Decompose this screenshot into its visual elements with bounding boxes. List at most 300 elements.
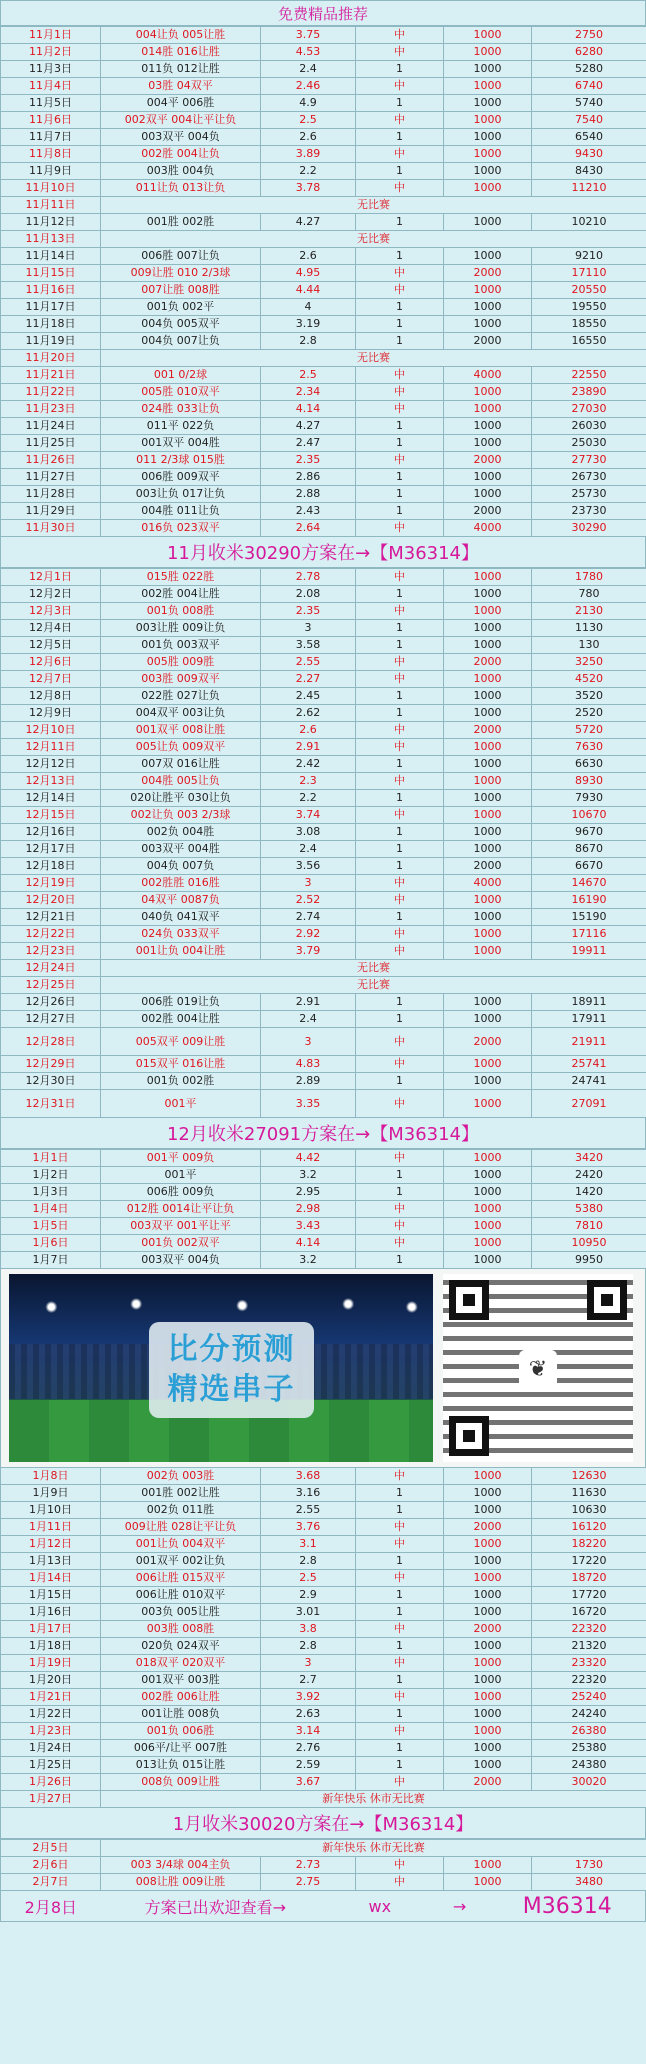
table-row <box>1 350 646 367</box>
date-cell: 12月25日 <box>1 977 101 994</box>
result-cell: 1 <box>356 1167 444 1184</box>
odds-cell: 2.63 <box>261 1706 356 1723</box>
picks-cell: 015胜 022胜 <box>101 569 261 586</box>
date-cell: 12月9日 <box>1 705 101 722</box>
odds-cell: 2.8 <box>261 1553 356 1570</box>
result-cell: 1 <box>356 909 444 926</box>
odds-cell: 2.98 <box>261 1201 356 1218</box>
stake-cell: 1000 <box>444 248 532 265</box>
odds-cell: 2.3 <box>261 773 356 790</box>
date-cell: 11月3日 <box>1 61 101 78</box>
result-cell: 1 <box>356 705 444 722</box>
result-cell: 中 <box>356 671 444 688</box>
odds-cell: 2.52 <box>261 892 356 909</box>
table-row <box>1 688 646 705</box>
picks-cell: 006平/让平 007胜 <box>101 1740 261 1757</box>
stake-cell: 1000 <box>444 214 532 231</box>
result-cell: 中 <box>356 146 444 163</box>
no-match-cell: 新年快乐 休市无比赛 <box>101 1791 646 1808</box>
total-cell: 27730 <box>532 452 646 469</box>
total-cell: 19550 <box>532 299 646 316</box>
table-row <box>1 1218 646 1235</box>
odds-cell: 2.8 <box>261 1638 356 1655</box>
result-cell: 1 <box>356 214 444 231</box>
table-row <box>1 1791 646 1808</box>
picks-cell: 015双平 016让胜 <box>101 1056 261 1073</box>
table-row <box>1 231 646 248</box>
total-cell: 10670 <box>532 807 646 824</box>
table-row <box>1 756 646 773</box>
table-row <box>1 722 646 739</box>
table-row <box>1 960 646 977</box>
stake-cell: 1000 <box>444 1740 532 1757</box>
date-cell: 2月5日 <box>1 1840 101 1857</box>
table-row <box>1 1553 646 1570</box>
total-cell: 27091 <box>532 1090 646 1118</box>
total-cell: 22320 <box>532 1672 646 1689</box>
odds-cell: 2.92 <box>261 926 356 943</box>
picks-cell: 001平 <box>101 1090 261 1118</box>
odds-cell: 2.74 <box>261 909 356 926</box>
stake-cell: 1000 <box>444 163 532 180</box>
picks-cell: 003让胜 009让负 <box>101 620 261 637</box>
picks-cell: 024负 033双平 <box>101 926 261 943</box>
stake-cell: 1000 <box>444 1502 532 1519</box>
stake-cell: 1000 <box>444 1011 532 1028</box>
table-row <box>1 1840 646 1857</box>
stake-cell: 1000 <box>444 316 532 333</box>
total-cell: 3480 <box>532 1874 646 1891</box>
odds-cell: 2.55 <box>261 1502 356 1519</box>
result-cell: 中 <box>356 1090 444 1118</box>
total-cell: 3520 <box>532 688 646 705</box>
date-cell: 12月14日 <box>1 790 101 807</box>
stake-cell: 1000 <box>444 1723 532 1740</box>
table-row <box>1 586 646 603</box>
odds-cell: 3.92 <box>261 1689 356 1706</box>
table-row <box>1 739 646 756</box>
odds-cell: 2.64 <box>261 520 356 537</box>
total-cell: 8430 <box>532 163 646 180</box>
picks-cell: 001胜 002让胜 <box>101 1485 261 1502</box>
odds-cell: 2.35 <box>261 452 356 469</box>
picks-cell: 001负 008胜 <box>101 603 261 620</box>
total-cell: 30290 <box>532 520 646 537</box>
picks-cell: 020让胜平 030让负 <box>101 790 261 807</box>
stake-cell: 1000 <box>444 926 532 943</box>
date-cell: 1月19日 <box>1 1655 101 1672</box>
odds-cell: 3 <box>261 1028 356 1056</box>
table-row <box>1 1706 646 1723</box>
total-cell: 5740 <box>532 95 646 112</box>
picks-cell: 006让胜 015双平 <box>101 1570 261 1587</box>
odds-cell: 2.89 <box>261 1073 356 1090</box>
date-cell: 1月15日 <box>1 1587 101 1604</box>
odds-cell: 3.78 <box>261 180 356 197</box>
table-row <box>1 452 646 469</box>
date-cell: 11月27日 <box>1 469 101 486</box>
table-row <box>1 1028 646 1056</box>
table-row <box>1 282 646 299</box>
date-cell: 11月19日 <box>1 333 101 350</box>
total-cell: 8930 <box>532 773 646 790</box>
no-match-cell: 无比赛 <box>101 350 646 367</box>
no-match-cell: 无比赛 <box>101 960 646 977</box>
promo-banner <box>0 1269 646 1467</box>
qr-code[interactable] <box>443 1274 633 1462</box>
result-cell: 1 <box>356 1553 444 1570</box>
date-cell: 12月23日 <box>1 943 101 960</box>
picks-cell: 003双平 004负 <box>101 1252 261 1269</box>
stake-cell: 2000 <box>444 265 532 282</box>
stake-cell: 1000 <box>444 27 532 44</box>
result-cell: 1 <box>356 1672 444 1689</box>
stake-cell: 1000 <box>444 401 532 418</box>
odds-cell: 2.6 <box>261 248 356 265</box>
date-cell: 1月2日 <box>1 1167 101 1184</box>
promo-slogan <box>149 1322 314 1418</box>
total-cell: 18911 <box>532 994 646 1011</box>
total-cell: 11630 <box>532 1485 646 1502</box>
stake-cell: 1000 <box>444 569 532 586</box>
result-cell: 中 <box>356 367 444 384</box>
result-cell: 1 <box>356 1184 444 1201</box>
odds-cell: 2.43 <box>261 503 356 520</box>
picks-cell: 007双 016让胜 <box>101 756 261 773</box>
table-row <box>1 333 646 350</box>
stake-cell: 1000 <box>444 790 532 807</box>
result-cell: 1 <box>356 95 444 112</box>
total-cell: 25030 <box>532 435 646 452</box>
result-cell: 中 <box>356 1874 444 1891</box>
stake-cell: 2000 <box>444 858 532 875</box>
date-cell: 11月8日 <box>1 146 101 163</box>
table-row <box>1 1587 646 1604</box>
odds-cell: 2.47 <box>261 435 356 452</box>
stake-cell: 1000 <box>444 1553 532 1570</box>
odds-cell: 2.8 <box>261 333 356 350</box>
total-cell: 24380 <box>532 1757 646 1774</box>
date-cell: 12月20日 <box>1 892 101 909</box>
odds-cell: 2.5 <box>261 367 356 384</box>
odds-cell: 2.88 <box>261 486 356 503</box>
table-row <box>1 486 646 503</box>
total-cell: 1780 <box>532 569 646 586</box>
odds-cell: 2.95 <box>261 1184 356 1201</box>
date-cell: 11月22日 <box>1 384 101 401</box>
total-cell: 7630 <box>532 739 646 756</box>
date-cell: 11月4日 <box>1 78 101 95</box>
stake-cell: 1000 <box>444 1090 532 1118</box>
picks-cell: 002胜胜 016胜 <box>101 875 261 892</box>
total-cell: 9210 <box>532 248 646 265</box>
picks-cell: 03胜 04双平 <box>101 78 261 95</box>
picks-cell: 04双平 0087负 <box>101 892 261 909</box>
odds-cell: 2.6 <box>261 129 356 146</box>
stake-cell: 1000 <box>444 994 532 1011</box>
picks-cell: 006胜 019让负 <box>101 994 261 1011</box>
date-cell: 1月17日 <box>1 1621 101 1638</box>
odds-cell: 2.5 <box>261 1570 356 1587</box>
stake-cell: 2000 <box>444 1519 532 1536</box>
qr-finder-bottom-left <box>449 1416 489 1456</box>
total-cell: 10210 <box>532 214 646 231</box>
date-cell: 11月18日 <box>1 316 101 333</box>
total-cell: 6280 <box>532 44 646 61</box>
stake-cell: 1000 <box>444 773 532 790</box>
picks-cell: 001负 002平 <box>101 299 261 316</box>
table-row <box>1 180 646 197</box>
result-cell: 1 <box>356 435 444 452</box>
total-cell: 27030 <box>532 401 646 418</box>
stake-cell: 2000 <box>444 654 532 671</box>
total-cell: 7540 <box>532 112 646 129</box>
stake-cell: 2000 <box>444 452 532 469</box>
result-cell: 1 <box>356 129 444 146</box>
date-cell: 12月28日 <box>1 1028 101 1056</box>
result-cell: 中 <box>356 384 444 401</box>
table-row <box>1 27 646 44</box>
table-row <box>1 316 646 333</box>
table-row <box>1 1485 646 1502</box>
wechat-icon: ❦ <box>519 1350 557 1388</box>
picks-cell: 003双平 001平让平 <box>101 1218 261 1235</box>
table-row <box>1 520 646 537</box>
date-cell: 11月2日 <box>1 44 101 61</box>
result-cell: 1 <box>356 586 444 603</box>
stake-cell: 1000 <box>444 1672 532 1689</box>
table-row <box>1 637 646 654</box>
odds-cell: 3.75 <box>261 27 356 44</box>
result-cell: 中 <box>356 1056 444 1073</box>
result-cell: 1 <box>356 1252 444 1269</box>
november-table <box>0 26 646 537</box>
table-row <box>1 620 646 637</box>
table-row <box>1 841 646 858</box>
table-row <box>1 299 646 316</box>
date-cell: 12月18日 <box>1 858 101 875</box>
total-cell: 17110 <box>532 265 646 282</box>
odds-cell: 3.58 <box>261 637 356 654</box>
result-cell: 1 <box>356 486 444 503</box>
table-row <box>1 807 646 824</box>
result-cell: 中 <box>356 180 444 197</box>
total-cell: 25730 <box>532 486 646 503</box>
odds-cell: 2.7 <box>261 1672 356 1689</box>
stake-cell: 1000 <box>444 44 532 61</box>
picks-cell: 004胜 011让负 <box>101 503 261 520</box>
date-cell: 11月9日 <box>1 163 101 180</box>
result-cell: 1 <box>356 620 444 637</box>
result-cell: 1 <box>356 824 444 841</box>
picks-cell: 001 0/2球 <box>101 367 261 384</box>
odds-cell: 2.4 <box>261 841 356 858</box>
odds-cell: 3.2 <box>261 1252 356 1269</box>
footer-wx[interactable]: wx <box>368 1896 392 1916</box>
total-cell: 6630 <box>532 756 646 773</box>
total-cell: 9950 <box>532 1252 646 1269</box>
table-row <box>1 1570 646 1587</box>
result-cell: 中 <box>356 875 444 892</box>
date-cell: 11月12日 <box>1 214 101 231</box>
stake-cell: 1000 <box>444 1857 532 1874</box>
stake-cell: 1000 <box>444 486 532 503</box>
stake-cell: 1000 <box>444 603 532 620</box>
table-row <box>1 503 646 520</box>
november-summary-banner: 11月收米30290方案在→【M36314】 <box>0 537 646 568</box>
picks-cell: 002胜 004让胜 <box>101 586 261 603</box>
odds-cell: 3.89 <box>261 146 356 163</box>
picks-cell: 002负 011胜 <box>101 1502 261 1519</box>
stake-cell: 1000 <box>444 1570 532 1587</box>
result-cell: 中 <box>356 27 444 44</box>
date-cell: 11月30日 <box>1 520 101 537</box>
table-row <box>1 994 646 1011</box>
result-cell: 中 <box>356 1857 444 1874</box>
total-cell: 10950 <box>532 1235 646 1252</box>
total-cell: 17720 <box>532 1587 646 1604</box>
odds-cell: 2.62 <box>261 705 356 722</box>
date-cell: 12月30日 <box>1 1073 101 1090</box>
total-cell: 18550 <box>532 316 646 333</box>
total-cell: 18720 <box>532 1570 646 1587</box>
date-cell: 11月17日 <box>1 299 101 316</box>
table-row <box>1 1874 646 1891</box>
result-cell: 1 <box>356 790 444 807</box>
result-cell: 中 <box>356 282 444 299</box>
date-cell: 11月16日 <box>1 282 101 299</box>
picks-cell: 004平 006胜 <box>101 95 261 112</box>
stake-cell: 1000 <box>444 688 532 705</box>
date-cell: 12月13日 <box>1 773 101 790</box>
result-cell: 中 <box>356 603 444 620</box>
result-cell: 中 <box>356 401 444 418</box>
date-cell: 11月15日 <box>1 265 101 282</box>
picks-cell: 011负 012让胜 <box>101 61 261 78</box>
stake-cell: 1000 <box>444 841 532 858</box>
total-cell: 1730 <box>532 1857 646 1874</box>
table-row <box>1 1857 646 1874</box>
odds-cell: 2.46 <box>261 78 356 95</box>
total-cell: 26030 <box>532 418 646 435</box>
picks-cell: 001胜 002胜 <box>101 214 261 231</box>
date-cell: 12月31日 <box>1 1090 101 1118</box>
table-row <box>1 569 646 586</box>
result-cell: 1 <box>356 1073 444 1090</box>
date-cell: 12月5日 <box>1 637 101 654</box>
date-cell: 1月27日 <box>1 1791 101 1808</box>
odds-cell: 2.86 <box>261 469 356 486</box>
picks-cell: 003双平 004负 <box>101 129 261 146</box>
date-cell: 11月21日 <box>1 367 101 384</box>
result-cell: 1 <box>356 469 444 486</box>
picks-cell: 020负 024双平 <box>101 1638 261 1655</box>
date-cell: 12月19日 <box>1 875 101 892</box>
stake-cell: 1000 <box>444 1468 532 1485</box>
result-cell: 中 <box>356 1774 444 1791</box>
date-cell: 11月1日 <box>1 27 101 44</box>
odds-cell: 2.76 <box>261 1740 356 1757</box>
date-cell: 12月17日 <box>1 841 101 858</box>
total-cell: 780 <box>532 586 646 603</box>
date-cell: 11月28日 <box>1 486 101 503</box>
odds-cell: 2.2 <box>261 163 356 180</box>
page-title: 免费精品推荐 <box>0 0 646 26</box>
odds-cell: 4.42 <box>261 1150 356 1167</box>
result-cell: 中 <box>356 452 444 469</box>
result-cell: 中 <box>356 654 444 671</box>
odds-cell: 3.14 <box>261 1723 356 1740</box>
stake-cell: 1000 <box>444 180 532 197</box>
table-row <box>1 163 646 180</box>
picks-cell: 003 3/4球 004主负 <box>101 1857 261 1874</box>
picks-cell: 004负 007让负 <box>101 333 261 350</box>
result-cell: 中 <box>356 1519 444 1536</box>
total-cell: 4520 <box>532 671 646 688</box>
date-cell: 11月25日 <box>1 435 101 452</box>
odds-cell: 2.35 <box>261 603 356 620</box>
stake-cell: 1000 <box>444 1689 532 1706</box>
table-row <box>1 1011 646 1028</box>
total-cell: 30020 <box>532 1774 646 1791</box>
odds-cell: 2.6 <box>261 722 356 739</box>
date-cell: 12月21日 <box>1 909 101 926</box>
picks-cell: 016负 023双平 <box>101 520 261 537</box>
odds-cell: 3.79 <box>261 943 356 960</box>
picks-cell: 005让负 009双平 <box>101 739 261 756</box>
stake-cell: 1000 <box>444 1056 532 1073</box>
result-cell: 1 <box>356 333 444 350</box>
result-cell: 1 <box>356 994 444 1011</box>
table-row <box>1 1757 646 1774</box>
odds-cell: 2.75 <box>261 1874 356 1891</box>
picks-cell: 008让胜 009让胜 <box>101 1874 261 1891</box>
february-table <box>0 1839 646 1891</box>
date-cell: 1月23日 <box>1 1723 101 1740</box>
picks-cell: 040负 041双平 <box>101 909 261 926</box>
picks-cell: 009让胜 010 2/3球 <box>101 265 261 282</box>
odds-cell: 2.73 <box>261 1857 356 1874</box>
stake-cell: 1000 <box>444 909 532 926</box>
stake-cell: 1000 <box>444 1201 532 1218</box>
result-cell: 1 <box>356 1011 444 1028</box>
date-cell: 11月7日 <box>1 129 101 146</box>
total-cell: 6670 <box>532 858 646 875</box>
result-cell: 1 <box>356 61 444 78</box>
table-row <box>1 705 646 722</box>
picks-cell: 001双平 004胜 <box>101 435 261 452</box>
stake-cell: 1000 <box>444 1757 532 1774</box>
picks-cell: 004负 007负 <box>101 858 261 875</box>
picks-cell: 002胜 004让胜 <box>101 1011 261 1028</box>
date-cell: 1月10日 <box>1 1502 101 1519</box>
december-table <box>0 568 646 1118</box>
january-summary-banner: 1月收米30020方案在→【M36314】 <box>0 1808 646 1839</box>
odds-cell: 4.95 <box>261 265 356 282</box>
stake-cell: 1000 <box>444 1655 532 1672</box>
total-cell: 14670 <box>532 875 646 892</box>
stake-cell: 2000 <box>444 1774 532 1791</box>
stake-cell: 4000 <box>444 875 532 892</box>
picks-cell: 011平 022负 <box>101 418 261 435</box>
odds-cell: 2.4 <box>261 61 356 78</box>
result-cell: 中 <box>356 78 444 95</box>
picks-cell: 001平 009负 <box>101 1150 261 1167</box>
date-cell: 12月1日 <box>1 569 101 586</box>
total-cell: 21320 <box>532 1638 646 1655</box>
odds-cell: 4.27 <box>261 418 356 435</box>
footer-code[interactable]: M36314 <box>522 1893 612 1919</box>
